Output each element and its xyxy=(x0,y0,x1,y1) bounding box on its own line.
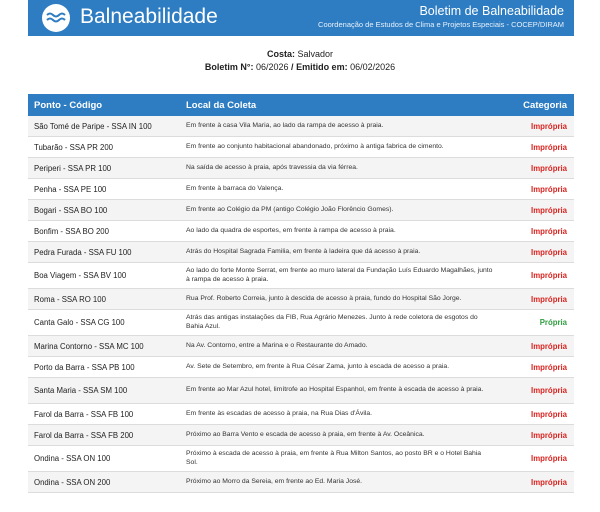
table-row[interactable] xyxy=(28,378,574,404)
table-row[interactable] xyxy=(28,200,574,221)
status-badge: Imprópria xyxy=(531,205,567,215)
bulletin-meta xyxy=(0,48,600,73)
table-row[interactable] xyxy=(28,289,574,310)
status-badge: Imprópria xyxy=(531,294,567,304)
costa-label: Costa: xyxy=(266,49,295,59)
column-header-local[interactable]: Local da Coleta xyxy=(186,99,257,111)
cell-ponto: Porto da Barra - SSA PB 100 xyxy=(34,362,135,372)
cell-ponto: Bogari - SSA BO 100 xyxy=(34,205,108,215)
table-row[interactable] xyxy=(28,158,574,179)
status-badge: Imprópria xyxy=(531,271,567,280)
cell-local: Em frente à barraca do Valença. xyxy=(186,184,284,192)
status-badge: Imprópria xyxy=(531,163,567,173)
table-row[interactable] xyxy=(28,425,574,446)
cell-ponto: Bonfim - SSA BO 200 xyxy=(34,226,109,236)
status-badge: Imprópria xyxy=(531,121,567,131)
cell-local: Atrás das antigas instalações da FIB, Rua Agrário Menezes. Junto à rede coletora de esgotos do Bahia Azul. xyxy=(186,313,478,330)
cell-ponto: São Tomé de Paripe - SSA IN 100 xyxy=(34,121,152,131)
waves-icon xyxy=(46,11,66,25)
header-bar xyxy=(28,0,574,36)
status-badge: Imprópria xyxy=(531,226,567,236)
cell-ponto: Pedra Furada - SSA FU 100 xyxy=(34,247,132,257)
table-header xyxy=(28,94,574,116)
cell-local: Em frente ao Mar Azul hotel, limítrofe ao Hospital Espanhol, em frente à escada de acesso à praia. xyxy=(186,386,484,394)
cell-ponto: Farol da Barra - SSA FB 200 xyxy=(34,430,134,440)
cell-ponto: Ondina - SSA ON 100 xyxy=(34,454,111,463)
cell-local: Em frente ao Colégio da PM (antigo Colégio João Florêncio Gomes). xyxy=(186,205,394,213)
cell-ponto: Canta Galo - SSA CG 100 xyxy=(34,318,125,327)
header-info xyxy=(318,4,564,30)
table-row[interactable] xyxy=(28,116,574,137)
column-header-categoria[interactable]: Categoria xyxy=(523,99,567,111)
status-badge: Imprópria xyxy=(531,454,567,463)
table-row[interactable] xyxy=(28,242,574,263)
cell-ponto: Farol da Barra - SSA FB 100 xyxy=(34,409,134,419)
status-badge: Imprópria xyxy=(531,386,567,395)
status-badge: Imprópria xyxy=(531,142,567,152)
boletim-line xyxy=(0,61,600,74)
cell-ponto: Boa Viagem - SSA BV 100 xyxy=(34,271,127,280)
separator: / xyxy=(291,61,297,72)
cell-local: Atrás do Hospital Sagrada Familia, em frente à ladeira que dá acesso à praia. xyxy=(186,247,421,255)
table-row[interactable] xyxy=(28,221,574,242)
status-badge: Imprópria xyxy=(531,362,567,372)
bulletin-subtitle: Coordenação de Estudos de Clima e Projetos Especiais - COCEP/DIRAM xyxy=(318,20,564,29)
bulletin-title: Boletim de Balneabilidade xyxy=(419,4,564,18)
table-row[interactable] xyxy=(28,336,574,357)
status-badge: Imprópria xyxy=(531,477,567,487)
cell-local: Av. Sete de Setembro, em frente à Rua César Zama, junto à escada de acesso a praia. xyxy=(186,362,450,370)
cell-local: Próximo ao Barra Vento e escada de acesso à praia, em frente à Av. Oceânica. xyxy=(186,430,425,438)
table-row[interactable] xyxy=(28,179,574,200)
cell-local: Próximo ao Morro da Sereia, em frente ao Ed. Maria José. xyxy=(186,477,363,485)
table-row[interactable] xyxy=(28,472,574,493)
cell-local: Ao lado da quadra de esportes, em frente à rampa de acesso à praia. xyxy=(186,226,396,234)
status-badge: Imprópria xyxy=(531,409,567,419)
table-row[interactable] xyxy=(28,404,574,425)
table-row[interactable] xyxy=(28,446,574,472)
cell-local: Na saída de acesso à praia, após travessia da via férrea. xyxy=(186,163,358,171)
emitido-value: 06/02/2026 xyxy=(350,61,396,72)
cell-local: Próximo à escada de acesso à praia, em frente à Rua Milton Santos, ao posto BR e o Hotel Bahia Sol. xyxy=(186,449,482,466)
cell-local: Rua Prof. Roberto Correia, junto à descida de acesso à praia, fundo do Hospital São Jorge. xyxy=(186,294,462,302)
cell-ponto: Marina Contorno - SSA MC 100 xyxy=(34,341,144,351)
cell-ponto: Santa Maria - SSA SM 100 xyxy=(34,386,128,395)
cell-ponto: Penha - SSA PE 100 xyxy=(34,184,107,194)
results-table xyxy=(28,94,574,493)
table-row[interactable] xyxy=(28,310,574,336)
status-badge: Imprópria xyxy=(531,430,567,440)
cell-local: Na Av. Contorno, entre a Marina e o Restaurante do Amado. xyxy=(186,341,368,349)
column-header-ponto[interactable]: Ponto - Código xyxy=(34,99,103,111)
cell-local: Em frente à casa Vila Maria, ao lado da rampa de acesso à praia. xyxy=(186,121,384,129)
status-badge: Imprópria xyxy=(531,247,567,257)
status-badge: Própria xyxy=(539,318,567,327)
boletim-label: Boletim N°: xyxy=(204,61,254,72)
boletim-value: 06/2026 xyxy=(255,61,289,72)
table-body xyxy=(28,116,574,493)
brand-title: Balneabilidade xyxy=(80,5,218,28)
status-badge: Imprópria xyxy=(531,184,567,194)
cell-local: Em frente ao conjunto habitacional abandonado, próximo à antiga fabrica de cimento. xyxy=(186,142,444,150)
costa-line xyxy=(0,48,600,61)
costa-value: Salvador xyxy=(297,49,334,59)
cell-local: Ao lado do forte Monte Serrat, em frente ao muro lateral da Fundação Luís Eduardo Magalhães, junto à rampa de acesso à praia. xyxy=(186,266,493,283)
emitido-label: Emitido em: xyxy=(296,61,348,72)
logo[interactable] xyxy=(42,4,70,32)
cell-ponto: Ondina - SSA ON 200 xyxy=(34,477,111,487)
table-row[interactable] xyxy=(28,263,574,289)
table-row[interactable] xyxy=(28,137,574,158)
status-badge: Imprópria xyxy=(531,341,567,351)
cell-local: Em frente às escadas de acesso à praia, na Rua Dias d'Ávila. xyxy=(186,409,373,417)
cell-ponto: Periperi - SSA PR 100 xyxy=(34,163,112,173)
table-row[interactable] xyxy=(28,357,574,378)
cell-ponto: Tubarão - SSA PR 200 xyxy=(34,142,114,152)
cell-ponto: Roma - SSA RO 100 xyxy=(34,294,106,304)
